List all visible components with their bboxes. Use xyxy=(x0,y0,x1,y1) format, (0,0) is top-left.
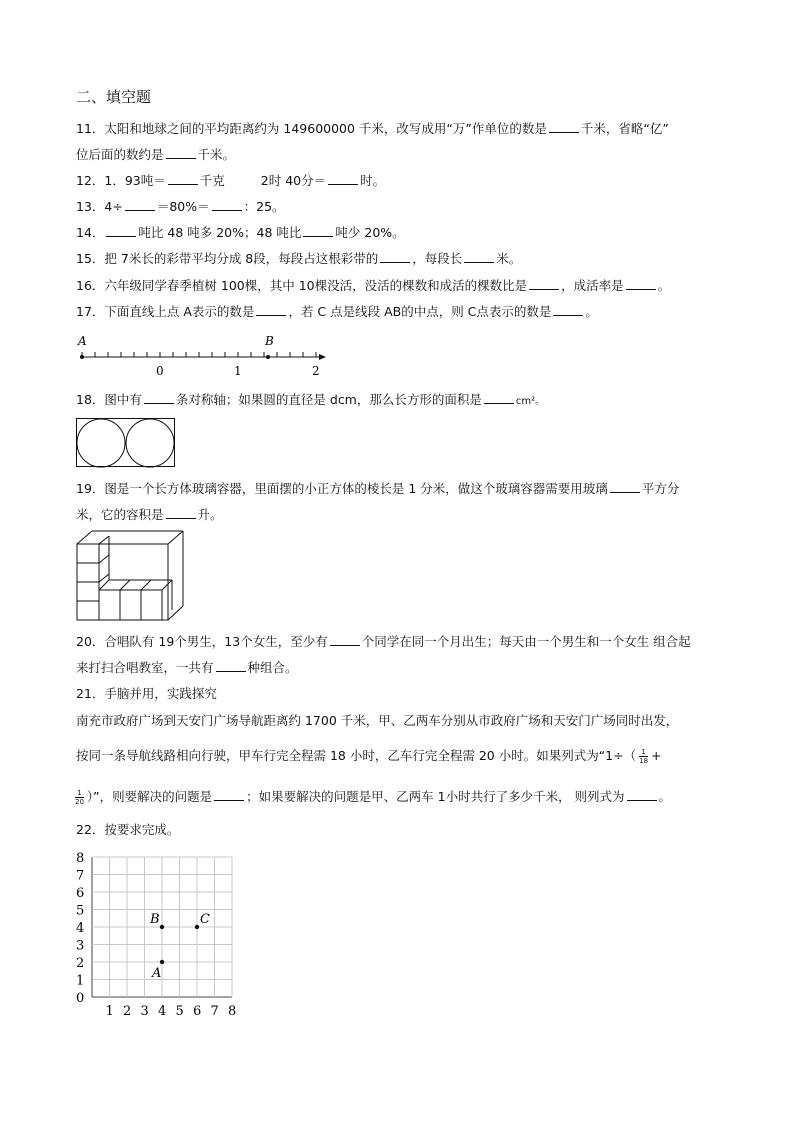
question-19-line1: 19．图是一个长方体玻璃容器，里面摆的小正方体的棱长是 1 分米，做这个玻璃容器需要用玻璃 平方分 xyxy=(76,481,680,496)
point-c-label: C xyxy=(200,912,210,927)
coordinate-grid-figure xyxy=(70,848,245,1023)
section-title: 二、填空题 xyxy=(76,88,152,106)
answer-blank[interactable] xyxy=(144,392,174,404)
answer-blank[interactable] xyxy=(125,199,155,211)
question-13: 13．4÷ ＝80%＝ ：25。 xyxy=(76,199,285,214)
x-tick-label: 8 xyxy=(228,1004,237,1019)
tick-label-1: 1 xyxy=(234,364,242,378)
answer-blank[interactable] xyxy=(168,173,198,185)
answer-blank[interactable] xyxy=(166,147,196,159)
y-tick-label: 8 xyxy=(76,851,85,866)
cuboid-container-figure xyxy=(76,530,188,624)
y-tick-label: 7 xyxy=(76,868,85,884)
point-b-dot xyxy=(266,355,270,359)
arrow-right-icon xyxy=(319,354,326,360)
x-tick-label: 6 xyxy=(193,1004,202,1019)
question-16: 16．六年级同学春季植树 100棵，其中 10棵没活，没活的棵数和成活的棵数比是 ，成活率是 。 xyxy=(76,278,671,293)
answer-blank[interactable] xyxy=(166,507,196,519)
answer-blank[interactable] xyxy=(549,121,579,133)
y-tick-label: 1 xyxy=(76,973,85,989)
number-line-ticks xyxy=(82,352,316,357)
question-21-title: 21．手脑并用，实践探究 xyxy=(76,686,217,701)
answer-blank[interactable] xyxy=(328,173,358,185)
x-tick-label: 7 xyxy=(210,1004,219,1019)
answer-blank[interactable] xyxy=(380,251,410,263)
answer-blank[interactable] xyxy=(464,251,494,263)
x-tick-label: 1 xyxy=(105,1004,114,1019)
answer-blank[interactable] xyxy=(529,278,559,290)
question-11-line2: 位后面的数约是 千米。 xyxy=(76,147,236,162)
answer-blank[interactable] xyxy=(553,304,583,316)
number-line-figure xyxy=(70,330,340,380)
y-tick-label: 2 xyxy=(76,956,85,971)
question-21-line3: $\frac{1}{20}$ ）”，则要解决的问题是 ；如果要解决的问题是甲、乙两车 1小时共行了多少千米， 则列式为 。 xyxy=(75,789,672,806)
y-tick-label: 5 xyxy=(76,903,85,919)
x-tick-label: 3 xyxy=(140,1004,149,1019)
question-20-line1: 20．合唱队有 19个男生，13个女生，至少有 个同学在同一个月出生；每天由一个男生和一个女生 组合起 xyxy=(76,634,691,649)
point-c-dot xyxy=(195,925,199,929)
fraction-1-20: $\frac{1}{20}$ xyxy=(75,789,84,806)
question-21-line1: 南充市政府广场到天安门广场导航距离约 1700 千米，甲、乙两车分别从市政府广场和天安门广场同时出发， xyxy=(76,713,679,728)
question-11-line1: 11．太阳和地球之间的平均距离约为 149600000 千米，改写成用“万”作单位的数是 千米，省略“亿” xyxy=(76,121,669,136)
x-tick-label: 4 xyxy=(158,1004,167,1019)
circle-left xyxy=(77,419,125,467)
point-b-dot xyxy=(160,925,164,929)
point-b-label: B xyxy=(265,334,274,348)
tick-label-2: 2 xyxy=(312,364,320,378)
question-21-line2: 按同一条导航线路相向行驶，甲车行完全程需 18 小时，乙车行完全程需 20 小时。如果列式为“1÷（ $\frac{1}{18}$ + xyxy=(76,748,662,765)
question-19-line2: 米，它的容积是 升。 xyxy=(76,507,223,522)
answer-blank[interactable] xyxy=(484,392,514,404)
point-a-dot xyxy=(160,960,164,964)
answer-blank[interactable] xyxy=(303,225,333,237)
point-a-label: A xyxy=(78,334,87,348)
question-12: 12．1．93吨＝ 千克 2时 40分＝ 时。 xyxy=(76,173,386,188)
point-b-label: B xyxy=(150,912,160,927)
answer-blank[interactable] xyxy=(212,199,242,211)
tick-label-0: 0 xyxy=(156,364,164,378)
circle-right xyxy=(126,419,174,467)
rectangle-shape xyxy=(77,419,175,467)
answer-blank[interactable] xyxy=(610,481,640,493)
x-tick-label: 2 xyxy=(123,1004,132,1019)
question-22-title: 22．按要求完成。 xyxy=(76,822,180,837)
y-tick-label: 6 xyxy=(76,886,85,901)
answer-blank[interactable] xyxy=(626,278,656,290)
question-18: 18．图中有 条对称轴；如果圆的直径是 dcm，那么长方形的面积是 cm²。 xyxy=(76,392,546,407)
question-17: 17．下面直线上点 A表示的数是 ，若 C 点是线段 AB的中点，则 C点表示的数是 。 xyxy=(76,304,598,319)
y-tick-label: 4 xyxy=(76,921,85,936)
y-tick-label: 3 xyxy=(76,938,85,954)
question-14: 14． 吨比 48 吨多 20%；48 吨比 吨少 20%。 xyxy=(76,225,405,240)
answer-blank[interactable] xyxy=(216,660,246,672)
fraction-1-18: $\frac{1}{18}$ xyxy=(639,748,649,765)
point-a-label: A xyxy=(152,966,162,981)
rectangle-circles-figure xyxy=(76,418,176,468)
answer-blank[interactable] xyxy=(106,225,136,237)
point-a-dot xyxy=(80,355,84,359)
answer-blank[interactable] xyxy=(627,789,657,801)
question-15: 15．把 7米长的彩带平均分成 8段，每段占这根彩带的 ，每段长 米。 xyxy=(76,251,522,266)
question-20-line2: 来打扫合唱教室，一共有 种组合。 xyxy=(76,660,298,675)
answer-blank[interactable] xyxy=(330,634,360,646)
y-tick-label: 0 xyxy=(76,991,85,1006)
answer-blank[interactable] xyxy=(214,789,244,801)
answer-blank[interactable] xyxy=(256,304,286,316)
grid-tick-labels xyxy=(76,851,236,1019)
x-tick-label: 5 xyxy=(175,1004,184,1019)
